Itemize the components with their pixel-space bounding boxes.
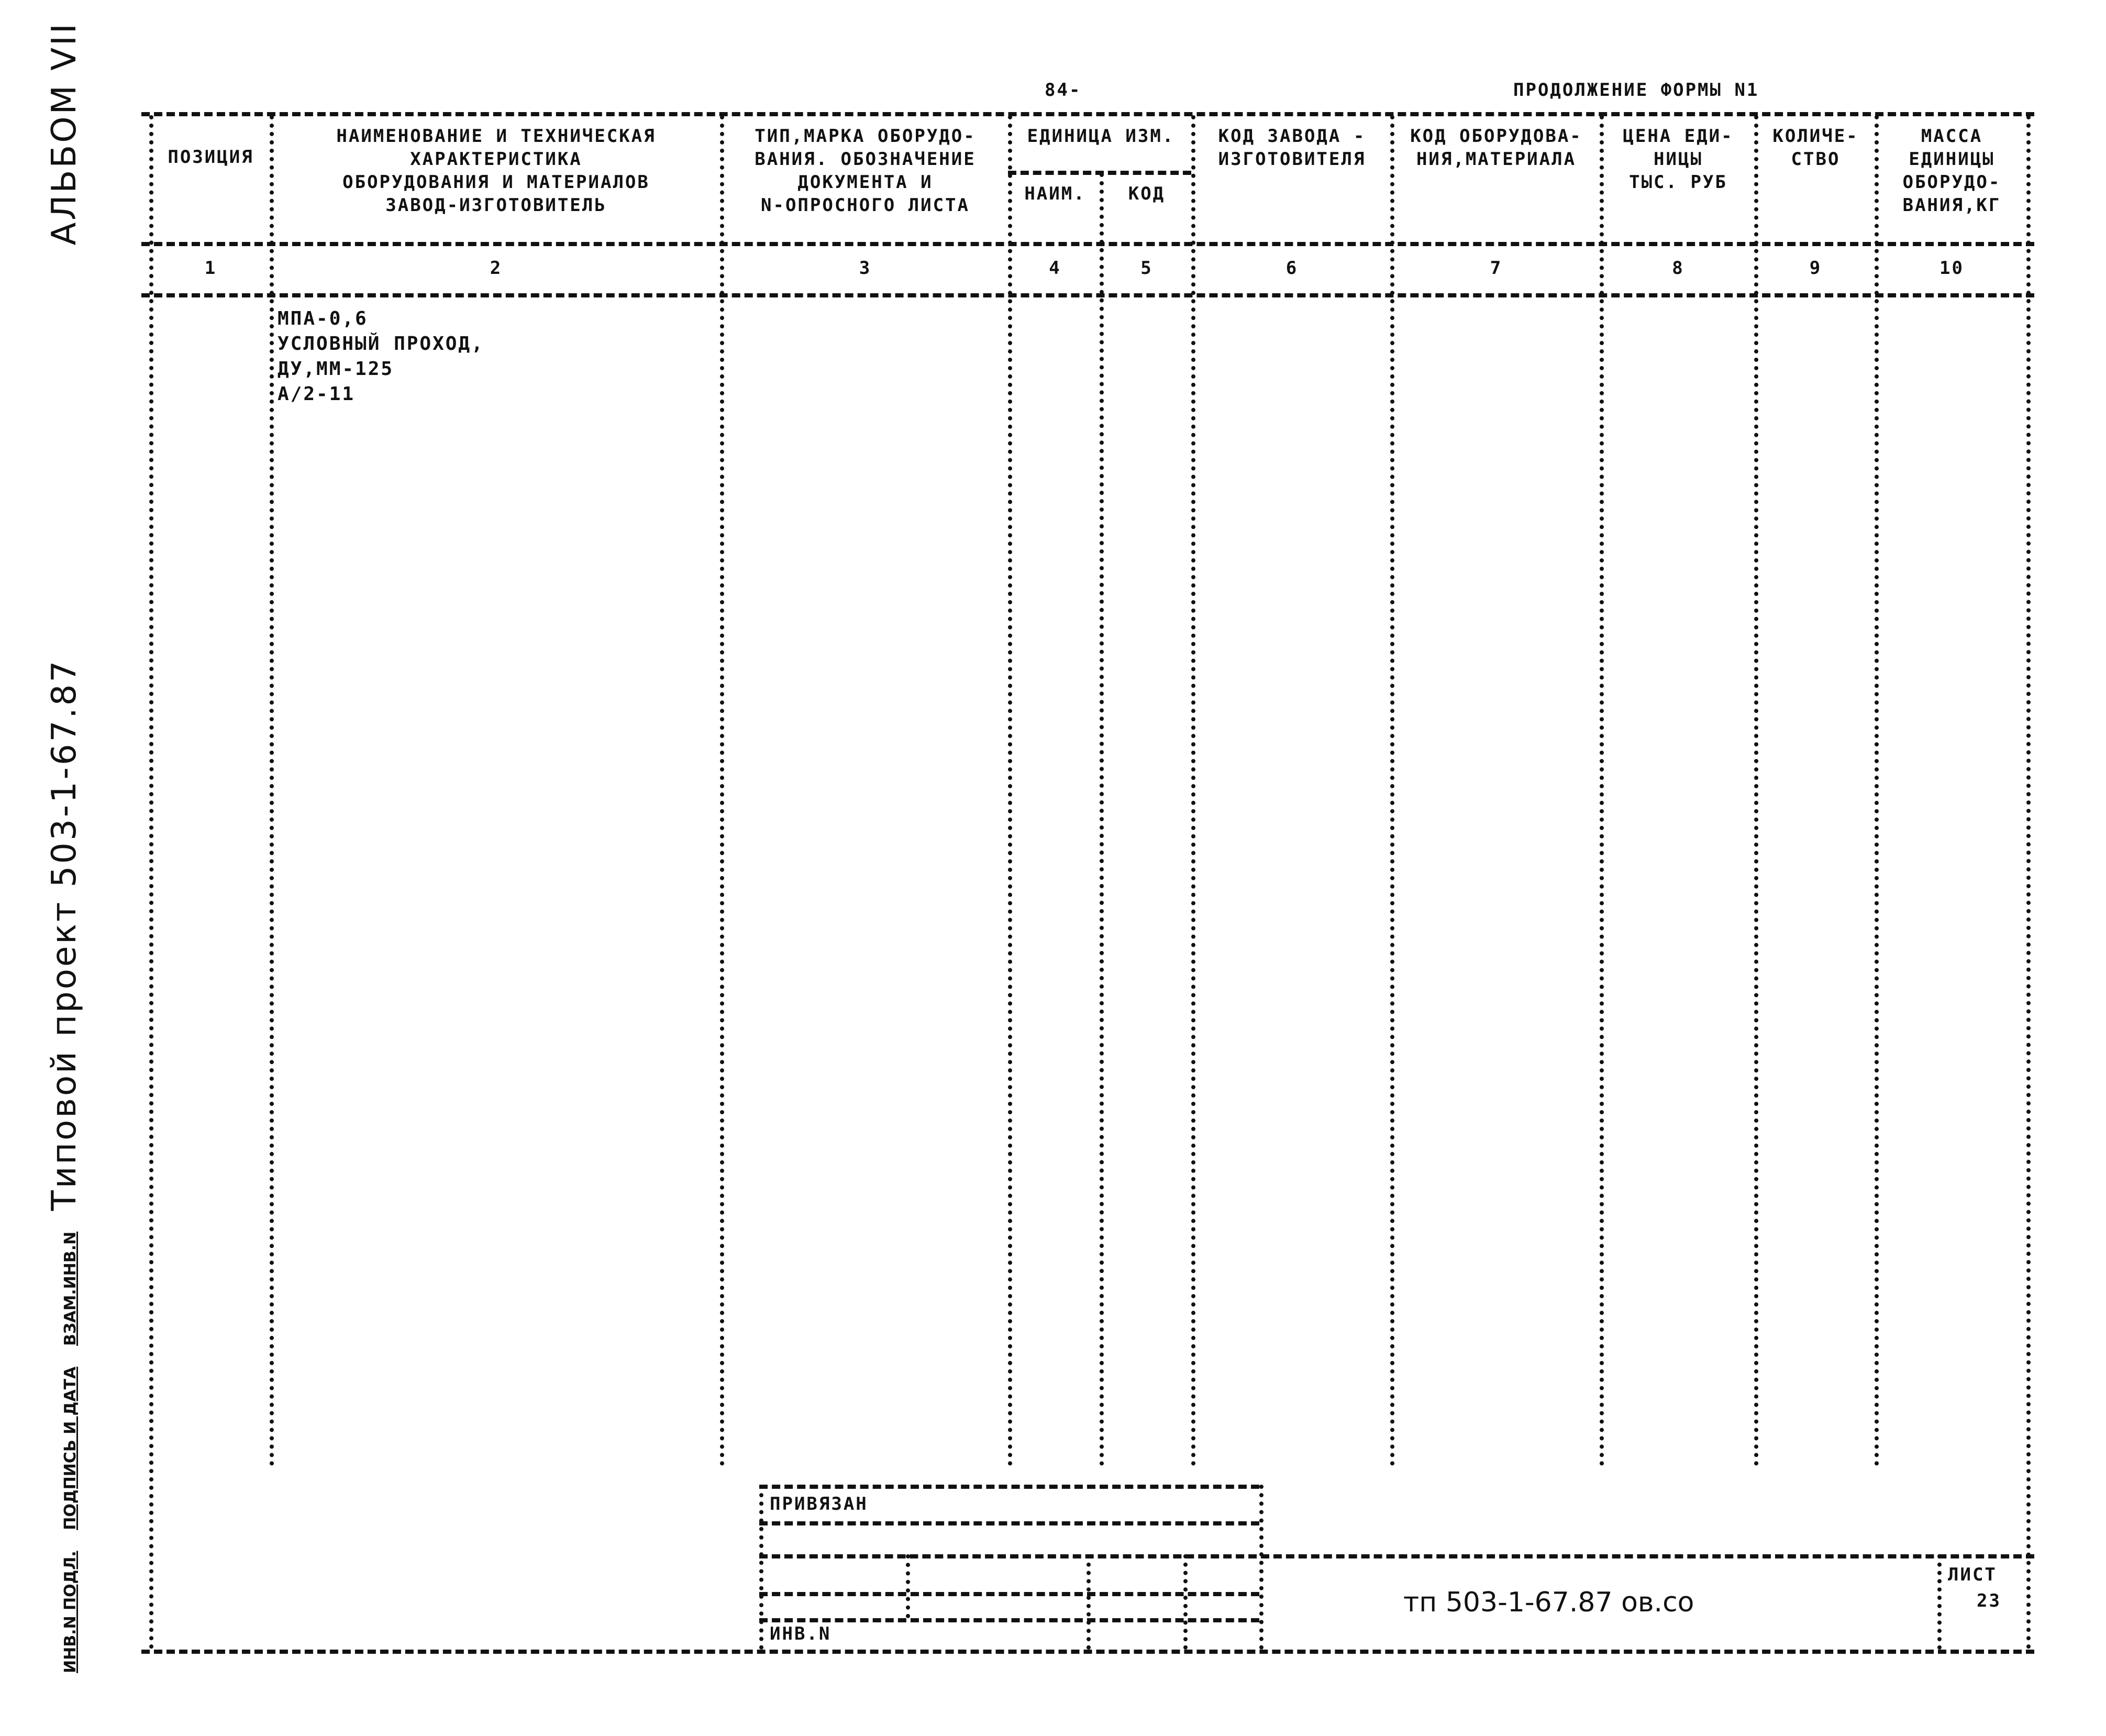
stamp-vzam-inv: ВЗАМ.ИНВ.N (61, 1231, 80, 1346)
col-divider-10 (2026, 115, 2031, 1650)
rule-bottom (141, 1650, 2034, 1654)
header-position: ПОЗИЦИЯ (168, 147, 254, 168)
rule-top (141, 112, 2034, 116)
sheet-number: 23 (1977, 1590, 2001, 1611)
tb-split-2 (1087, 1554, 1091, 1650)
page-number: 84- (1045, 80, 1082, 101)
sheet-label: ЛИСТ (1948, 1564, 1997, 1585)
album-title: АЛЬБОМ VII (45, 21, 84, 246)
colnum-9: 9 (1809, 258, 1822, 279)
stamp-signature-date: ПОДПИСЬ И ДАТА (61, 1366, 80, 1530)
header-mass: МАССА ЕДИНИЦЫ ОБОРУДО- ВАНИЯ,КГ (1902, 126, 2001, 216)
colnum-4: 4 (1049, 258, 1061, 279)
bound-label: ПРИВЯЗАН (770, 1494, 868, 1514)
colnum-1: 1 (204, 258, 217, 279)
table-row (152, 306, 2026, 411)
colnum-2: 2 (490, 258, 503, 279)
tb-top (759, 1485, 1259, 1489)
header-unit-code: КОД (1128, 183, 1166, 204)
header-unit-group: ЕДИНИЦА ИЗМ. (1027, 126, 1175, 147)
tb-row2 (759, 1554, 2034, 1558)
tb-right (1259, 1485, 1263, 1650)
stamp-inv-podl: ИНВ.N ПОДЛ. (61, 1551, 80, 1673)
colnum-5: 5 (1140, 258, 1153, 279)
rule-header-bottom (141, 242, 2034, 246)
rule-numbers-bottom (141, 293, 2034, 297)
tb-split-3 (1183, 1554, 1188, 1650)
document-code: тп 503-1-67.87 ов.со (1403, 1587, 1694, 1618)
header-equipment-code: КОД ОБОРУДОВА- НИЯ,МАТЕРИАЛА (1410, 126, 1582, 170)
header-type: ТИП,МАРКА ОБОРУДО- ВАНИЯ. ОБОЗНАЧЕНИЕ ДОКУМЕНТА И N-ОПРОСНОГО ЛИСТА (755, 126, 976, 216)
colnum-7: 7 (1490, 258, 1503, 279)
header-quantity: КОЛИЧЕ- СТВО (1772, 126, 1859, 170)
cell-name: МПА-0,6 УСЛОВНЫЙ ПРОХОД, ДУ,ММ-125 А/2-11 (278, 308, 484, 405)
continuation-label: ПРОДОЛЖЕНИЕ ФОРМЫ N1 (1513, 80, 1759, 101)
colnum-8: 8 (1672, 258, 1684, 279)
header-unit-name: НАИМ. (1024, 183, 1086, 204)
tb-left (759, 1485, 763, 1650)
colnum-3: 3 (859, 258, 872, 279)
header-price: ЦЕНА ЕДИ- НИЦЫ ТЫС. РУБ (1623, 126, 1734, 193)
tb-split-1 (906, 1554, 910, 1618)
header-factory-code: КОД ЗАВОДА - ИЗГОТОВИТЕЛЯ (1218, 126, 1366, 170)
side-margin (45, 21, 84, 1673)
inv-label: ИНВ.N (770, 1623, 832, 1644)
project-title: Типовой проект 503-1-67.87 (45, 659, 84, 1211)
tb-sheet-left (1937, 1554, 1942, 1650)
colnum-10: 10 (1939, 258, 1964, 279)
colnum-6: 6 (1285, 258, 1299, 279)
tb-row1 (759, 1521, 1259, 1525)
header-name: НАИМЕНОВАНИЕ И ТЕХНИЧЕСКАЯ ХАРАКТЕРИСТИКА ОБОРУДОВАНИЯ И МАТЕРИАЛОВ ЗАВОД-ИЗГОТОВИТЕЛЬ (336, 126, 656, 216)
